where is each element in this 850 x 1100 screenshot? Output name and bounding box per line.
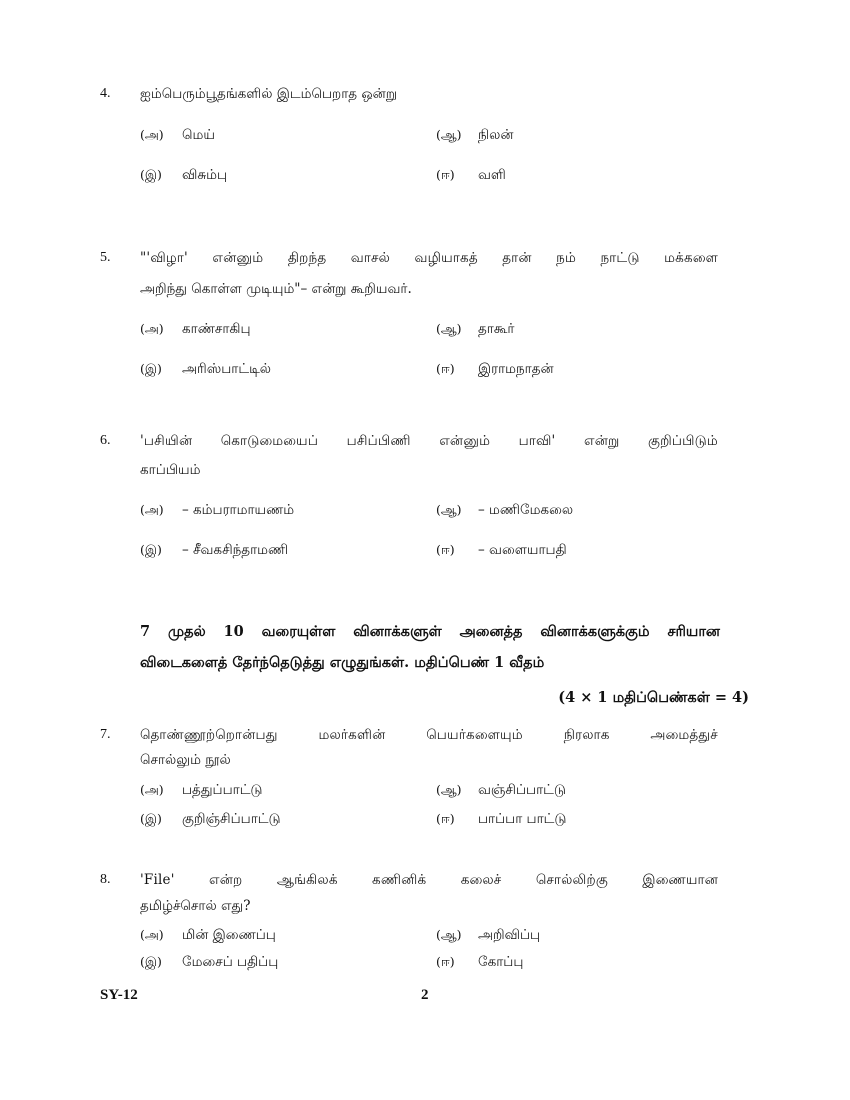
option-a xyxy=(140,782,263,800)
option-label: (அ) xyxy=(140,127,164,142)
option-text: – மணிமேகலை xyxy=(478,502,574,518)
page-number: 2 xyxy=(421,987,429,1003)
option-label: (ஈ) xyxy=(436,954,455,969)
option-ii xyxy=(436,542,567,560)
option-i xyxy=(140,361,271,379)
option-label: (ஆ) xyxy=(436,502,462,517)
option-text: வளி xyxy=(478,167,506,183)
option-text: – வளையாபதி xyxy=(478,542,567,558)
option-i xyxy=(140,811,281,829)
question-number: 4. xyxy=(100,86,111,101)
option-aa xyxy=(436,782,566,800)
option-label: (இ) xyxy=(140,954,162,969)
option-text: இராமநாதன் xyxy=(478,361,554,377)
option-text: மேசைப் பதிப்பு xyxy=(182,954,279,970)
option-aa xyxy=(436,127,513,145)
option-label: (ஆ) xyxy=(436,927,462,942)
question-number: 5. xyxy=(100,250,111,265)
option-label: (இ) xyxy=(140,542,162,557)
option-i xyxy=(140,542,288,560)
question-text-line-1: 'பசியின் கொடுமையைப் பசிப்பிணி என்னும் பாவி' என்று குறிப்பிடும் xyxy=(140,433,718,449)
option-a xyxy=(140,127,215,145)
option-text: காண்சாகிபு xyxy=(182,321,251,337)
option-label: (இ) xyxy=(140,167,162,182)
marks-allocation: (4 × 1 மதிப்பெண்கள் = 4) xyxy=(558,689,749,706)
option-label: (ஆ) xyxy=(436,782,462,797)
option-text: கோப்பு xyxy=(478,954,524,970)
option-text: தாகூர் xyxy=(478,321,515,337)
option-a xyxy=(140,502,294,520)
option-label: (அ) xyxy=(140,502,164,517)
option-text: – கம்பராமாயணம் xyxy=(182,502,295,518)
option-text: – சீவகசிந்தாமணி xyxy=(182,542,289,558)
option-ii xyxy=(436,811,566,829)
option-i xyxy=(140,167,227,185)
question-text-line-1: தொண்ணூற்றொன்பது மலர்களின் பெயர்களையும் நிரலாக அமைத்துச் xyxy=(140,727,718,743)
option-ii xyxy=(436,167,506,185)
option-label: (ஆ) xyxy=(436,127,462,142)
option-i xyxy=(140,954,278,972)
option-text: அறிவிப்பு xyxy=(478,927,541,943)
question-number: 8. xyxy=(100,872,111,887)
option-ii xyxy=(436,954,523,972)
option-label: (அ) xyxy=(140,782,164,797)
option-aa xyxy=(436,927,540,945)
option-label: (இ) xyxy=(140,811,162,826)
option-aa xyxy=(436,502,573,520)
option-label: (ஈ) xyxy=(436,811,455,826)
question-number: 7. xyxy=(100,727,111,742)
question-text-line-1: "'விழா' என்னும் திறந்த வாசல் வழியாகத் தான் நம் நாட்டு மக்களை xyxy=(140,250,718,266)
question-text-line-2: காப்பியம் xyxy=(140,462,201,478)
option-text: விசும்பு xyxy=(182,167,228,183)
option-a xyxy=(140,321,251,339)
option-text: பத்துப்பாட்டு xyxy=(182,782,263,798)
question-text-line-2: அறிந்து கொள்ள முடியும்"– என்று கூறியவர். xyxy=(140,281,412,297)
question-text-line-2: தமிழ்ச்சொல் எது? xyxy=(140,898,251,914)
option-text: குறிஞ்சிப்பாட்டு xyxy=(182,811,281,827)
option-text: மெய் xyxy=(182,127,215,143)
option-text: அரிஸ்பாட்டில் xyxy=(182,361,272,377)
option-ii xyxy=(436,361,554,379)
option-text: பாப்பா பாட்டு xyxy=(478,811,567,827)
option-text: மின் இணைப்பு xyxy=(182,927,276,943)
option-label: (அ) xyxy=(140,927,164,942)
instruction-line-2: விடைகளைத் தேர்ந்தெடுத்து எழுதுங்கள். மதிப்பெண் 1 வீதம் xyxy=(140,654,545,671)
question-number: 6. xyxy=(100,433,111,448)
option-label: (இ) xyxy=(140,361,162,376)
option-text: நிலன் xyxy=(478,127,514,143)
question-text-line-2: சொல்லும் நூல் xyxy=(140,752,231,768)
option-a xyxy=(140,927,276,945)
paper-code: SY-12 xyxy=(100,987,138,1003)
option-text: வஞ்சிப்பாட்டு xyxy=(478,782,566,798)
option-label: (அ) xyxy=(140,321,164,336)
option-aa xyxy=(436,321,514,339)
option-label: (ஈ) xyxy=(436,542,455,557)
option-label: (ஆ) xyxy=(436,321,462,336)
question-text: ஐம்பெரும்பூதங்களில் இடம்பெறாத ஒன்று xyxy=(140,86,398,102)
question-text-line-1: 'File' என்ற ஆங்கிலக் கணினிக் கலைச் சொல்லிற்கு இணையான xyxy=(140,872,718,888)
instruction-line-1: 7 முதல் 10 வரையுள்ள வினாக்களுள் அனைத்த வினாக்களுக்கும் சரியான xyxy=(140,623,720,640)
option-label: (ஈ) xyxy=(436,167,455,182)
option-label: (ஈ) xyxy=(436,361,455,376)
